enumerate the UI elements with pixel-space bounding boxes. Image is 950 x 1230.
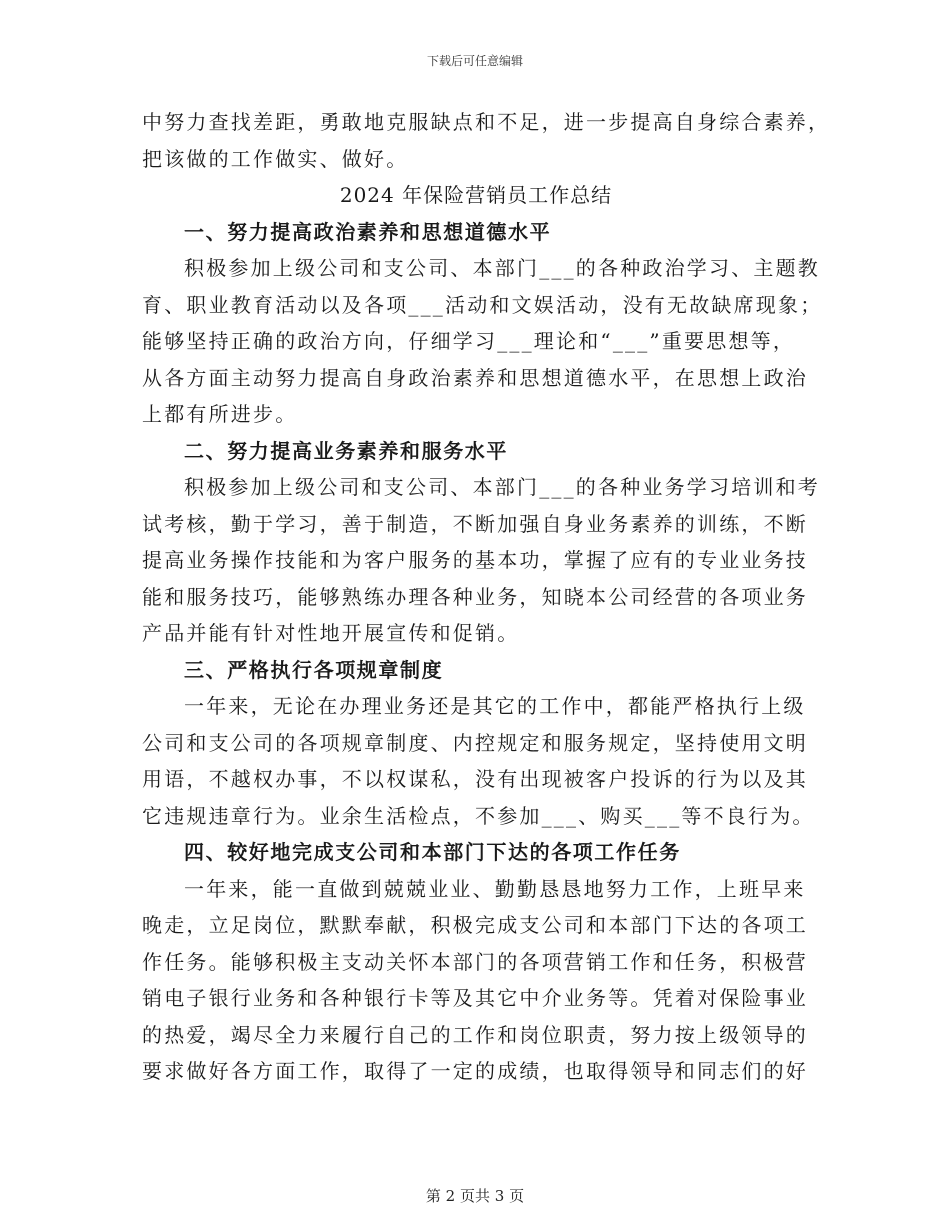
section-4-line-5: 的热爱，竭尽全力来履行自己的工作和岗位职责，努力按上级领导的	[142, 1022, 808, 1047]
section-2-line-2: 试考核，勤于学习，善于制造，不断加强自身业务素养的训练，不断	[142, 511, 808, 536]
section-2-heading: 二、努力提高业务素养和服务水平	[184, 438, 508, 463]
section-3-line-3: 用语，不越权办事，不以权谋私，没有出现被客户投诉的行为以及其	[142, 767, 808, 791]
section-1-line-4: 从各方面主动努力提高自身政治素养和思想道德水平，在思想上政治	[142, 365, 808, 390]
section-4-heading: 四、较好地完成支公司和本部门下达的各项工作任务	[184, 840, 681, 864]
section-2-line-3: 提高业务操作技能和为客户服务的基本功，掌握了应有的专业业务技	[142, 548, 808, 572]
page-header: 下载后可任意编辑	[426, 54, 523, 68]
document-title: 2024 年保险营销员工作总结	[339, 183, 613, 207]
section-3-line-2: 公司和支公司的各项规章制度、内控规定和服务规定，坚持使用文明	[142, 730, 808, 755]
page-footer: 第 2 页共 3 页	[425, 1187, 525, 1205]
section-1-line-3: 能够坚持正确的政治方向，仔细学习___理论和“___”重要思想等，	[142, 329, 796, 353]
section-4-line-2: 晚走，立足岗位，默默奉献，积极完成支公司和本部门下达的各项工	[142, 913, 808, 937]
document-body	[142, 104, 831, 1090]
section-1-heading: 一、努力提高政治素养和思想道德水平	[184, 219, 552, 244]
section-3-line-4: 它违规违章行为。业余生活检点，不参加___、购买___等不良行为。	[142, 803, 815, 828]
section-2-line-5: 产品并能有针对性地开展宣传和促销。	[142, 621, 520, 645]
section-2-line-1: 积极参加上级公司和支公司、本部门___的各种业务学习培训和考	[184, 475, 820, 499]
section-4-line-4: 销电子银行业务和各种银行卡等及其它中介业务等。凭着对保险事业	[142, 986, 808, 1010]
section-4-line-6: 要求做好各方面工作，取得了一定的成绩，也取得领导和同志们的好	[142, 1059, 808, 1083]
section-1-line-1: 积极参加上级公司和支公司、本部门___的各种政治学习、主题教	[184, 256, 820, 280]
section-4-line-3: 作任务。能够积极主支动关怀本部门的各项营销工作和任务，积极营	[142, 949, 808, 974]
section-3-heading: 三、严格执行各项规章制度	[184, 657, 444, 682]
section-1-line-5: 上都有所进步。	[142, 402, 298, 426]
section-4-line-1: 一年来，能一直做到兢兢业业、勤勤恳恳地努力工作，上班早来	[184, 876, 806, 901]
section-1-line-2: 育、职业教育活动以及各项___活动和文娱活动，没有无故缺席现象；	[142, 292, 823, 317]
section-3-line-1: 一年来，无论在办理业务还是其它的工作中，都能严格执行上级	[184, 694, 806, 718]
intro-line-2: 把该做的工作做实、做好。	[142, 146, 409, 171]
intro-line-1: 中努力查找差距，勇敢地克服缺点和不足，进一步提高自身综合素养，	[142, 110, 831, 134]
section-2-line-4: 能和服务技巧，能够熟练办理各种业务，知晓本公司经营的各项业务	[142, 584, 808, 609]
